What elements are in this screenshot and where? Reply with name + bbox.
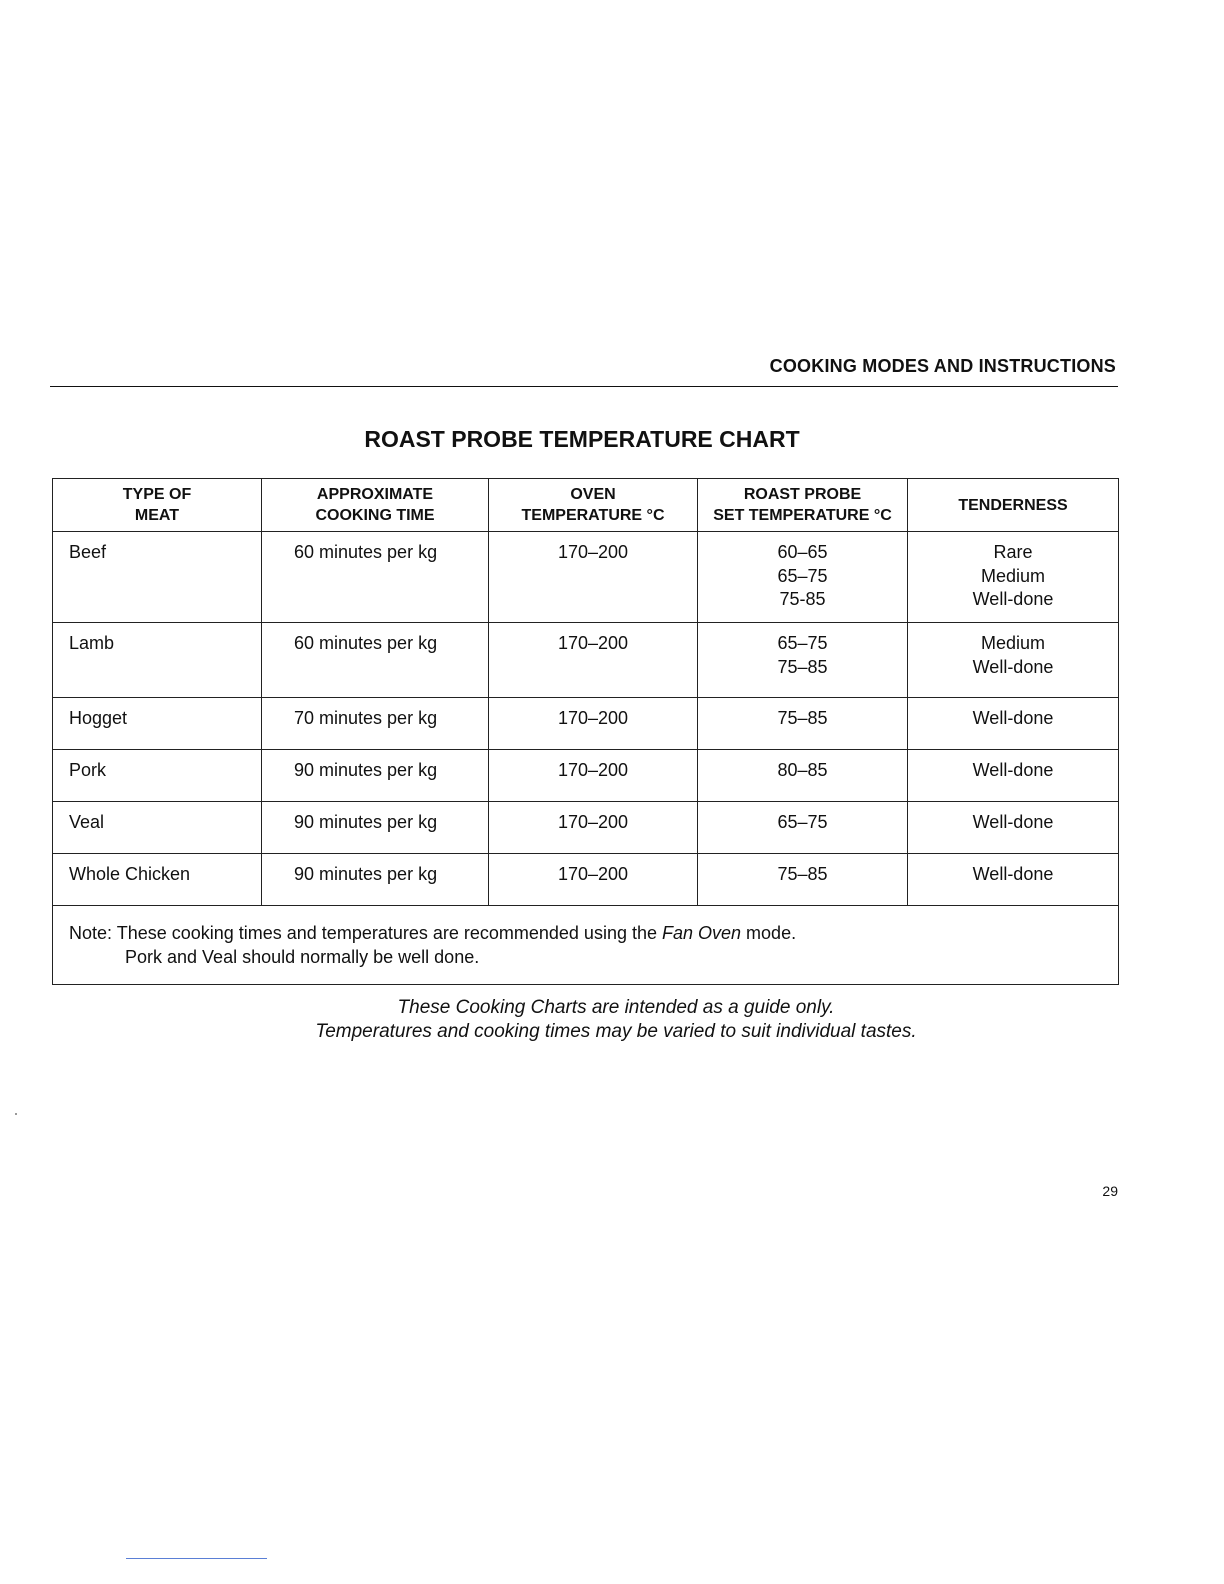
column-header-oven-temperature xyxy=(489,479,698,532)
tenderness-value: Medium xyxy=(980,565,1046,586)
oven-temperature-cell: 170–200 xyxy=(489,854,698,906)
note-prefix: Note: These cooking times and temperatures are recommended using the xyxy=(69,923,662,943)
probe-temperature-value: 75-85 xyxy=(779,589,826,609)
meat-type-cell: Veal xyxy=(53,802,262,854)
cooking-time-cell: 90 minutes per kg xyxy=(262,750,489,802)
cooking-time-cell: 60 minutes per kg xyxy=(262,623,489,698)
meat-type-cell: Whole Chicken xyxy=(53,854,262,906)
guide-line-1: These Cooking Charts are intended as a guide only. xyxy=(397,997,835,1018)
note-mode-name: Fan Oven xyxy=(662,923,742,943)
probe-temperature-cell xyxy=(698,623,908,698)
note-line-2: Pork and Veal should normally be well done. xyxy=(125,946,480,967)
table-row xyxy=(53,802,1119,854)
note-row xyxy=(53,906,1119,985)
meat-type-cell: Lamb xyxy=(53,623,262,698)
table-row xyxy=(53,750,1119,802)
table-row xyxy=(53,698,1119,750)
tenderness-cell: Well-done xyxy=(908,750,1119,802)
roast-probe-temperature-table xyxy=(52,478,1119,985)
meat-type-cell: Pork xyxy=(53,750,262,802)
scan-blue-line xyxy=(126,1558,267,1559)
cooking-time-cell: 90 minutes per kg xyxy=(262,802,489,854)
page-number: 29 xyxy=(1102,1183,1118,1199)
tenderness-cell: Well-done xyxy=(908,854,1119,906)
oven-temperature-cell: 170–200 xyxy=(489,750,698,802)
column-header-probe-temperature xyxy=(698,479,908,532)
tenderness-value: Well-done xyxy=(972,589,1054,609)
column-header-cooking-time xyxy=(262,479,489,532)
probe-temperature-cell: 65–75 xyxy=(698,802,908,854)
column-header-line: OVEN xyxy=(570,486,616,503)
column-header-line: ROAST PROBE xyxy=(743,486,862,503)
column-header-line: TEMPERATURE °C xyxy=(521,507,665,524)
table-header-row xyxy=(53,479,1119,532)
note-suffix: mode. xyxy=(741,923,797,943)
probe-temperature-value: 65–75 xyxy=(777,633,828,653)
tenderness-cell xyxy=(908,532,1119,623)
column-header-line: TENDERNESS xyxy=(958,496,1068,514)
probe-temperature-cell: 75–85 xyxy=(698,698,908,750)
table-row xyxy=(53,854,1119,906)
probe-temperature-value: 65–75 xyxy=(777,565,828,586)
oven-temperature-cell: 170–200 xyxy=(489,698,698,750)
probe-temperature-value: 75–85 xyxy=(777,656,828,677)
column-header-type-of-meat xyxy=(53,479,262,532)
tenderness-value: Medium xyxy=(980,633,1046,653)
table-row xyxy=(53,532,1119,623)
header-divider xyxy=(50,386,1118,387)
column-header-line: APPROXIMATE xyxy=(316,486,434,503)
cooking-time-cell: 90 minutes per kg xyxy=(262,854,489,906)
section-header: COOKING MODES AND INSTRUCTIONS xyxy=(769,356,1116,376)
oven-temperature-cell: 170–200 xyxy=(489,623,698,698)
table-row xyxy=(53,623,1119,698)
column-header-line: COOKING TIME xyxy=(315,507,435,524)
probe-temperature-cell xyxy=(698,532,908,623)
scan-speck xyxy=(15,1113,17,1115)
tenderness-value: Well-done xyxy=(972,656,1054,677)
column-header-line: MEAT xyxy=(134,507,180,524)
cooking-time-cell: 60 minutes per kg xyxy=(262,532,489,623)
probe-temperature-value: 60–65 xyxy=(777,542,828,562)
chart-title: ROAST PROBE TEMPERATURE CHART xyxy=(364,426,800,452)
guide-line-2: Temperatures and cooking times may be varied to suit individual tastes. xyxy=(315,1021,917,1042)
oven-temperature-cell: 170–200 xyxy=(489,532,698,623)
probe-temperature-cell: 75–85 xyxy=(698,854,908,906)
guide-disclaimer xyxy=(0,996,1224,1044)
column-header-line: SET TEMPERATURE °C xyxy=(713,507,892,524)
tenderness-cell: Well-done xyxy=(908,802,1119,854)
meat-type-cell: Hogget xyxy=(53,698,262,750)
note-cell xyxy=(53,906,1119,985)
tenderness-cell: Well-done xyxy=(908,698,1119,750)
meat-type-cell: Beef xyxy=(53,532,262,623)
tenderness-value: Rare xyxy=(993,542,1033,562)
probe-temperature-cell: 80–85 xyxy=(698,750,908,802)
column-header-tenderness xyxy=(908,479,1119,532)
column-header-line: TYPE OF xyxy=(122,486,192,503)
cooking-time-cell: 70 minutes per kg xyxy=(262,698,489,750)
tenderness-cell xyxy=(908,623,1119,698)
oven-temperature-cell: 170–200 xyxy=(489,802,698,854)
